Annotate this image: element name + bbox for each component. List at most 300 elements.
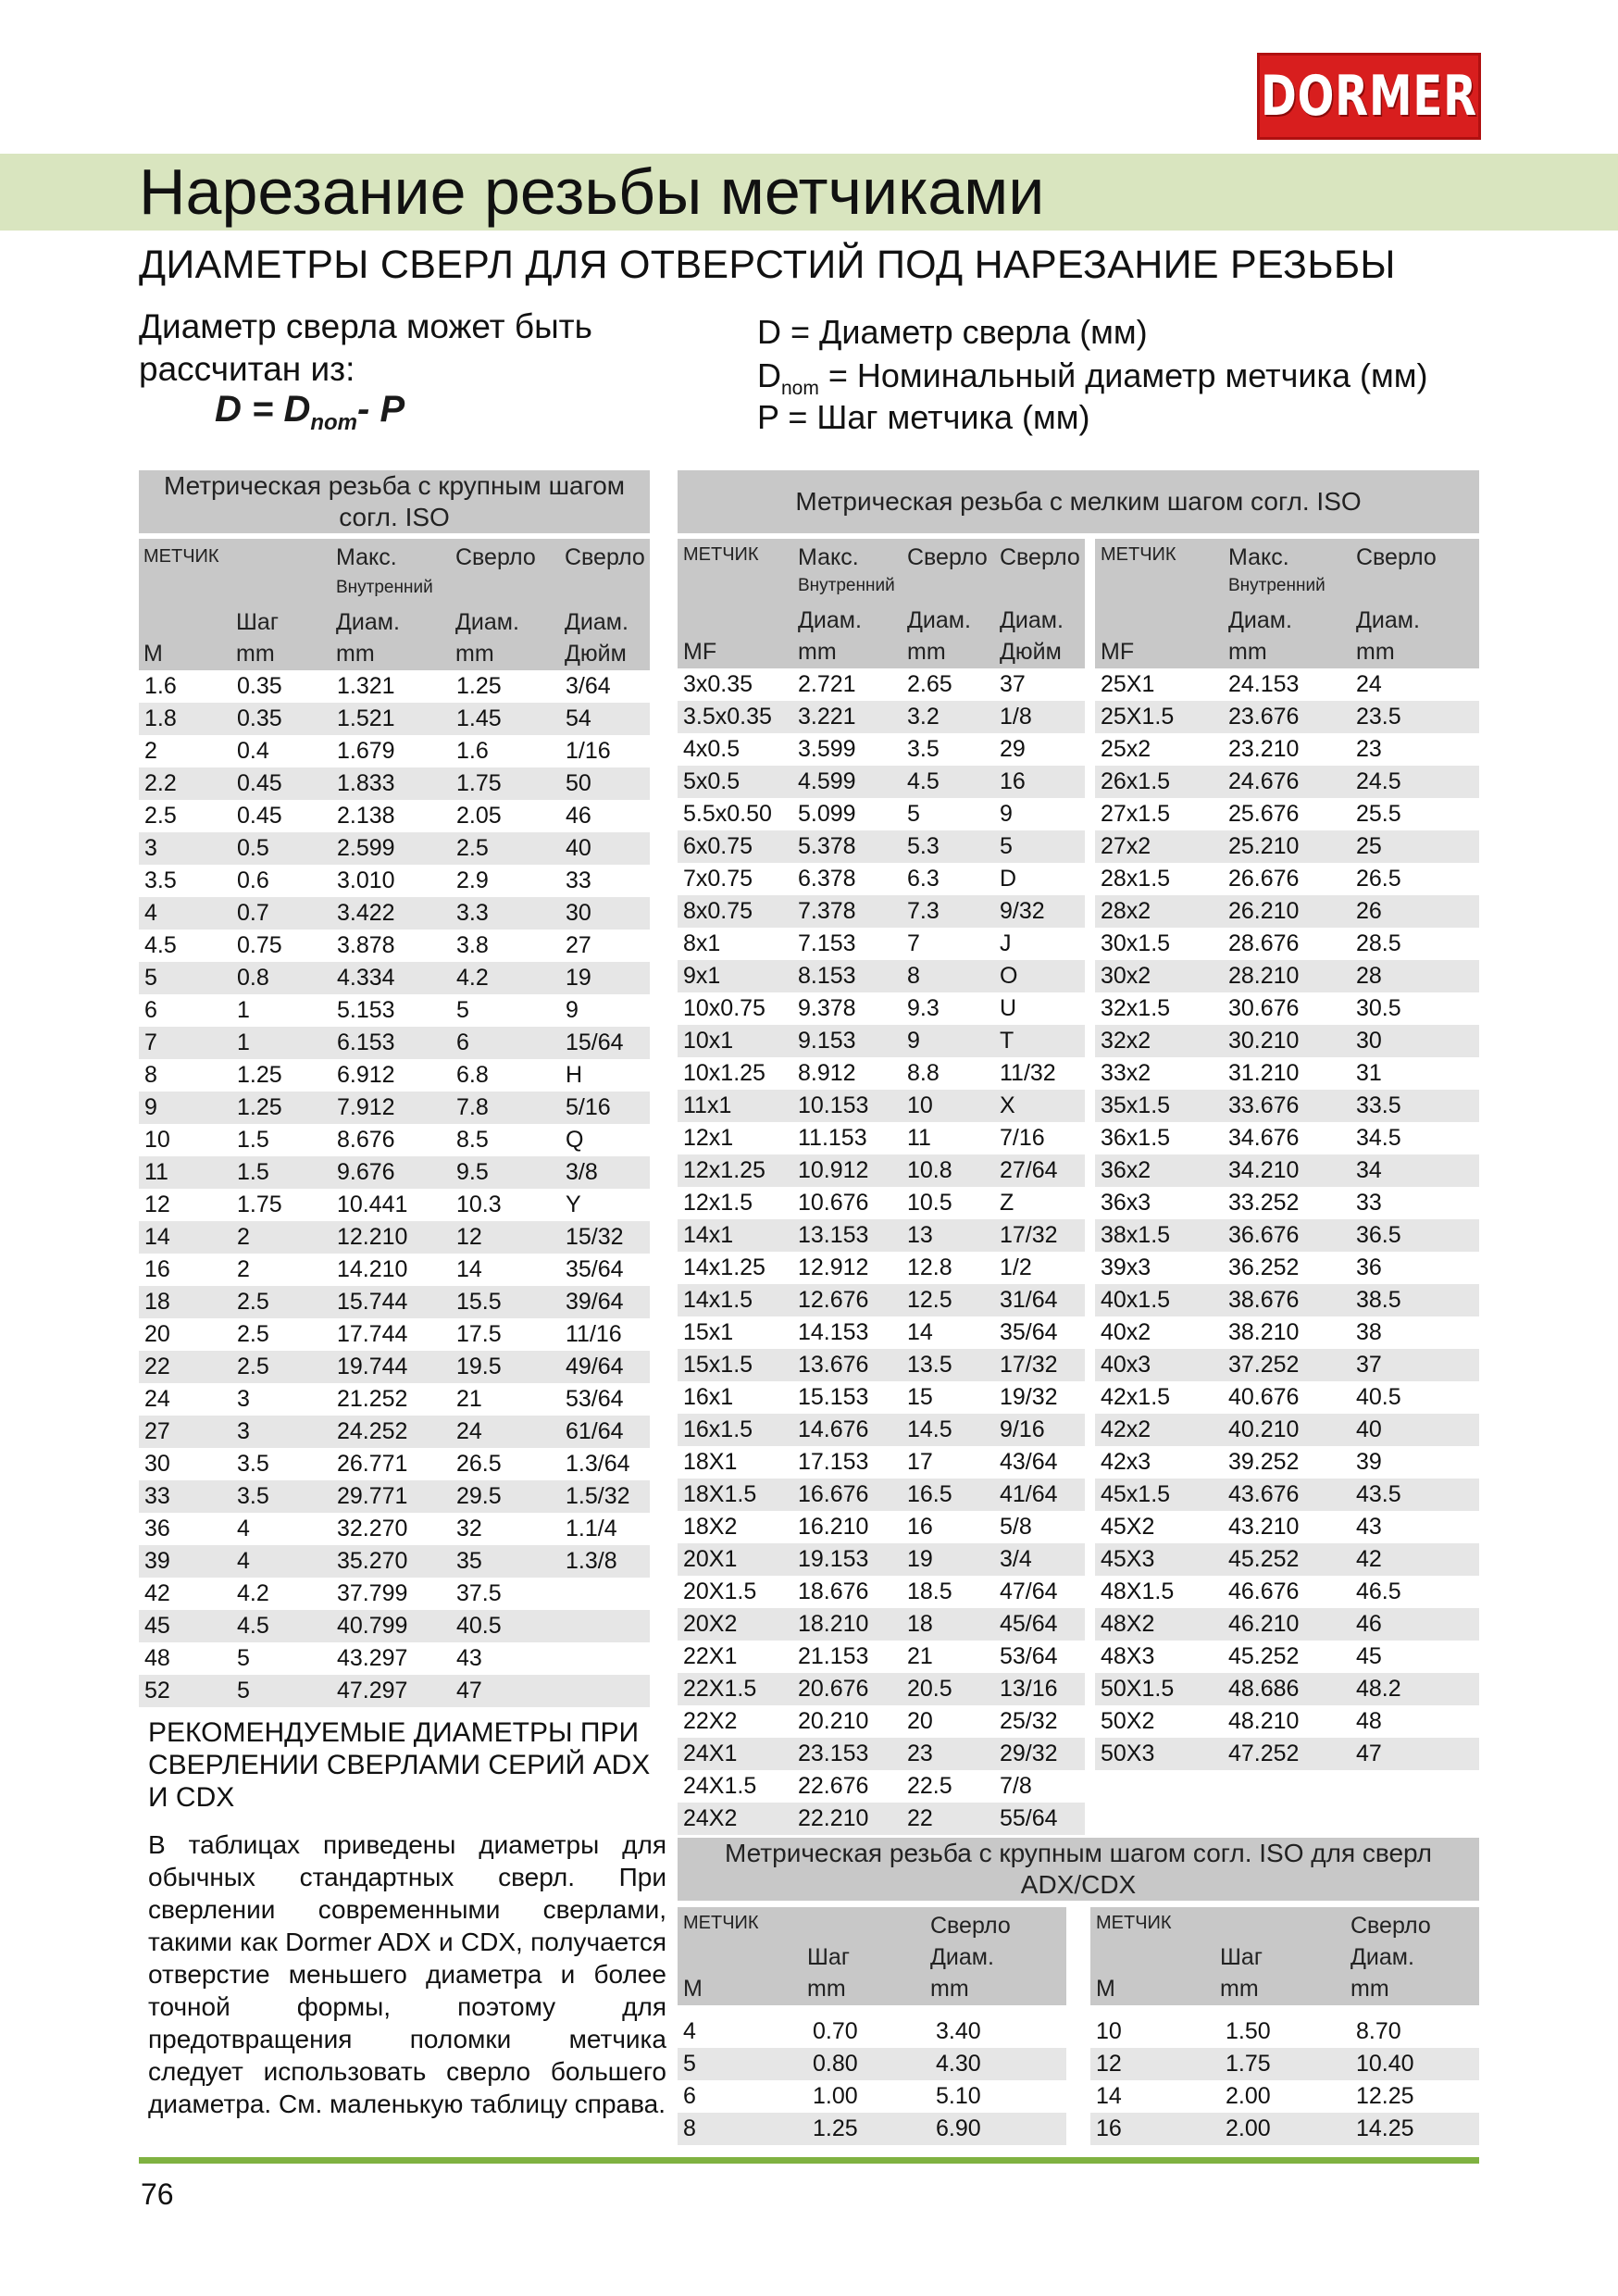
table-cell: 48.210 — [1223, 1705, 1350, 1738]
table-cell: Q — [560, 1124, 650, 1156]
table-cell: 14.676 — [792, 1414, 902, 1446]
table-cell: 11x1 — [678, 1090, 792, 1122]
table-row — [139, 1480, 650, 1513]
table-cell: 6.90 — [930, 2113, 1066, 2145]
table-row — [678, 1641, 1085, 1673]
table-row — [678, 1284, 1085, 1316]
table-cell: 12.8 — [902, 1252, 994, 1284]
table-row — [1095, 1738, 1479, 1770]
table-cell: 31 — [1350, 1057, 1479, 1090]
table-row — [139, 1448, 650, 1480]
adx-table-a-header — [678, 1907, 1066, 2005]
table-cell: 22 — [139, 1351, 231, 1383]
table-cell: 3 — [231, 1416, 331, 1448]
fine-table-b-header — [1095, 539, 1479, 672]
table-cell: 40x2 — [1095, 1316, 1223, 1349]
table-cell: 26 — [1350, 895, 1479, 928]
table-row — [139, 1027, 650, 1059]
table-cell: 15x1.5 — [678, 1349, 792, 1381]
table-row — [139, 1254, 650, 1286]
table-row — [139, 1189, 650, 1221]
fine-a-h-diam-3: Диам. — [1000, 607, 1064, 633]
table-cell: 40.5 — [1350, 1381, 1479, 1414]
table-row — [678, 733, 1085, 766]
adx-a-h-mm-2: mm — [930, 1976, 969, 2002]
table-cell: 19 — [560, 962, 650, 994]
table-cell: 1.1/4 — [560, 1513, 650, 1545]
table-cell: 4.30 — [930, 2048, 1066, 2080]
table-cell: 17/32 — [994, 1219, 1085, 1252]
table-cell: 17.5 — [451, 1318, 560, 1351]
table-cell: 28x1.5 — [1095, 863, 1223, 895]
table-cell: 54 — [560, 703, 650, 735]
table-cell: 4x0.5 — [678, 733, 792, 766]
table-cell: 3.599 — [792, 733, 902, 766]
table-cell: 5.378 — [792, 830, 902, 863]
table-cell: 3.221 — [792, 701, 902, 733]
table-cell: 18.5 — [902, 1576, 994, 1608]
table-cell: 4.5 — [139, 930, 231, 962]
adx-b-h-sverlo: Сверло — [1350, 1913, 1431, 1939]
table-cell: 14 — [902, 1316, 994, 1349]
coarse-h-vnutr: Внутренний — [336, 578, 433, 597]
table-cell: 31.210 — [1223, 1057, 1350, 1090]
intro-line-2: рассчитан из: — [139, 350, 355, 388]
fine-a-h-vnutr: Внутренний — [798, 576, 895, 595]
table-cell: 2 — [231, 1254, 331, 1286]
table-row — [139, 1124, 650, 1156]
table-cell: 2.599 — [331, 832, 451, 865]
footer-rule — [139, 2157, 1479, 2164]
table-cell: 28 — [1350, 960, 1479, 992]
table-cell: 3.878 — [331, 930, 451, 962]
table-cell: 15/32 — [560, 1221, 650, 1254]
coarse-h-mm-3: mm — [455, 641, 494, 667]
table-cell: 14 — [451, 1254, 560, 1286]
adx-table-caption — [678, 1838, 1479, 1901]
table-cell: 45X2 — [1095, 1511, 1223, 1543]
coarse-table-header — [139, 539, 650, 672]
table-cell: 35/64 — [994, 1316, 1085, 1349]
table-cell: 23 — [902, 1738, 994, 1770]
coarse-caption-text: Метрическая резьба с крупным шагом согл. ISO — [163, 471, 626, 531]
table-cell: 8 — [678, 2113, 807, 2145]
table-cell: 12.25 — [1350, 2080, 1479, 2113]
fine-b-h-diam-2: Диам. — [1356, 607, 1420, 633]
table-cell: 34.5 — [1350, 1122, 1479, 1154]
formula-part-b: - P — [357, 389, 405, 430]
table-cell: 34 — [1350, 1154, 1479, 1187]
table-row — [678, 1381, 1085, 1414]
table-cell: 14 — [139, 1221, 231, 1254]
fine-a-h-mm-2: mm — [907, 639, 946, 665]
table-cell: 3.8 — [451, 930, 560, 962]
table-cell: 1.321 — [331, 670, 451, 703]
table-cell: 11 — [902, 1122, 994, 1154]
recommend-title: РЕКОМЕНДУЕМЫЕ ДИАМЕТРЫ ПРИ СВЕРЛЕНИИ СВЕРЛАМИ СЕРИЙ ADX И CDX — [148, 1717, 651, 1813]
table-cell: 2.9 — [451, 865, 560, 897]
table-cell: 7.378 — [792, 895, 902, 928]
table-row — [678, 1446, 1085, 1479]
table-cell: 9.153 — [792, 1025, 902, 1057]
adx-table-a — [678, 2015, 1066, 2145]
fine-a-h-maks: Макс. — [798, 544, 859, 570]
table-cell: 22.5 — [902, 1770, 994, 1803]
table-cell: 23.210 — [1223, 733, 1350, 766]
table-cell: 15 — [902, 1381, 994, 1414]
table-cell: 19 — [902, 1543, 994, 1576]
table-cell: 2.05 — [451, 800, 560, 832]
table-cell: 22 — [902, 1803, 994, 1835]
table-cell: 3.40 — [930, 2015, 1066, 2048]
adx-b-h-diam: Диам. — [1350, 1944, 1414, 1970]
table-row — [1090, 2048, 1479, 2080]
table-cell: 16 — [902, 1511, 994, 1543]
table-cell: 23.153 — [792, 1738, 902, 1770]
table-row — [678, 1316, 1085, 1349]
table-cell: 0.35 — [231, 703, 331, 735]
table-cell: 13.676 — [792, 1349, 902, 1381]
table-cell: 19.153 — [792, 1543, 902, 1576]
table-cell: 42x1.5 — [1095, 1381, 1223, 1414]
table-row — [678, 992, 1085, 1025]
table-row — [1095, 798, 1479, 830]
table-cell: O — [994, 960, 1085, 992]
table-cell: 21 — [902, 1641, 994, 1673]
coarse-table-caption — [139, 470, 650, 533]
table-row — [678, 1252, 1085, 1284]
table-cell: 21.153 — [792, 1641, 902, 1673]
table-row — [139, 865, 650, 897]
table-cell: 8.153 — [792, 960, 902, 992]
table-cell: 1.5 — [231, 1124, 331, 1156]
table-row — [1095, 928, 1479, 960]
table-cell: 47 — [451, 1675, 560, 1707]
table-cell: 43.210 — [1223, 1511, 1350, 1543]
table-cell: 38.5 — [1350, 1284, 1479, 1316]
table-row — [678, 1543, 1085, 1576]
table-cell: 6.8 — [451, 1059, 560, 1092]
legend-d: D = Диаметр сверла (мм) — [757, 313, 1148, 351]
legend-dnom — [757, 356, 1428, 400]
fine-b-h-sverlo: Сверло — [1356, 544, 1437, 570]
adx-a-h-metchik: МЕТЧИК — [683, 1913, 759, 1933]
table-cell: 5 — [678, 2048, 807, 2080]
table-cell: 45x1.5 — [1095, 1479, 1223, 1511]
fine-b-h-diam-1: Диам. — [1228, 607, 1292, 633]
page-number: 76 — [141, 2177, 174, 2211]
table-row — [139, 832, 650, 865]
table-cell: 2.00 — [1220, 2113, 1350, 2145]
table-cell: 10 — [139, 1124, 231, 1156]
page-subtitle: ДИАМЕТРЫ СВЕРЛ ДЛЯ ОТВЕРСТИЙ ПОД НАРЕЗАНИЕ РЕЗЬБЫ — [139, 243, 1396, 287]
table-cell: 2.00 — [1220, 2080, 1350, 2113]
table-cell: 10 — [902, 1090, 994, 1122]
table-cell: 40 — [560, 832, 650, 865]
coarse-h-sverlo-1: Сверло — [455, 544, 536, 570]
table-cell: 46.210 — [1223, 1608, 1350, 1641]
table-cell: 10.5 — [902, 1187, 994, 1219]
table-cell: 38.210 — [1223, 1316, 1350, 1349]
table-cell: 27x1.5 — [1095, 798, 1223, 830]
table-cell: 8x1 — [678, 928, 792, 960]
table-cell: 1.50 — [1220, 2015, 1350, 2048]
table-cell: 20X1.5 — [678, 1576, 792, 1608]
table-cell: 0.35 — [231, 670, 331, 703]
table-cell: 12.912 — [792, 1252, 902, 1284]
table-row — [678, 1122, 1085, 1154]
table-cell: 17 — [902, 1446, 994, 1479]
table-cell: 15.5 — [451, 1286, 560, 1318]
table-cell: 14x1 — [678, 1219, 792, 1252]
adx-a-h-diam: Диам. — [930, 1944, 994, 1970]
table-cell: 24.5 — [1350, 766, 1479, 798]
fine-a-h-sverlo-1: Сверло — [907, 544, 988, 570]
table-cell: 3.5 — [902, 733, 994, 766]
table-cell: 40 — [1350, 1414, 1479, 1446]
table-cell: 4.2 — [451, 962, 560, 994]
table-cell: 1.5 — [231, 1156, 331, 1189]
table-cell: 2.65 — [902, 668, 994, 701]
table-cell: 3.2 — [902, 701, 994, 733]
table-cell: 34.210 — [1223, 1154, 1350, 1187]
table-row — [678, 766, 1085, 798]
table-row — [1095, 1381, 1479, 1414]
table-cell: 0.5 — [231, 832, 331, 865]
table-cell: 6.3 — [902, 863, 994, 895]
table-cell — [560, 1578, 650, 1610]
table-cell — [560, 1642, 650, 1675]
table-cell: 24.676 — [1223, 766, 1350, 798]
table-cell: 28.5 — [1350, 928, 1479, 960]
fine-b-h-vnutr: Внутренний — [1228, 576, 1326, 595]
fine-pitch-table-a — [678, 668, 1085, 1835]
table-cell: 4.5 — [902, 766, 994, 798]
table-row — [1095, 1219, 1479, 1252]
table-cell: 13 — [902, 1219, 994, 1252]
table-cell: 10x1.25 — [678, 1057, 792, 1090]
table-cell: 52 — [139, 1675, 231, 1707]
table-cell: 3/64 — [560, 670, 650, 703]
table-cell: 40.5 — [451, 1610, 560, 1642]
table-row — [678, 1057, 1085, 1090]
table-cell: 10.441 — [331, 1189, 451, 1221]
table-cell: 4.5 — [231, 1610, 331, 1642]
table-cell: 10x1 — [678, 1025, 792, 1057]
table-cell: 46.5 — [1350, 1576, 1479, 1608]
table-row — [678, 928, 1085, 960]
coarse-h-diam-1: Диам. — [336, 609, 400, 635]
table-cell: 8x0.75 — [678, 895, 792, 928]
table-cell: 28.210 — [1223, 960, 1350, 992]
table-row — [678, 798, 1085, 830]
table-cell: 43 — [1350, 1511, 1479, 1543]
table-cell: 5 — [902, 798, 994, 830]
table-cell: 9x1 — [678, 960, 792, 992]
table-cell: 1.25 — [807, 2113, 930, 2145]
table-cell: 48 — [1350, 1705, 1479, 1738]
table-cell: 18.676 — [792, 1576, 902, 1608]
table-cell: 33 — [139, 1480, 231, 1513]
table-cell: 36x3 — [1095, 1187, 1223, 1219]
table-row — [678, 1738, 1085, 1770]
table-cell: 26.771 — [331, 1448, 451, 1480]
table-cell: 22.210 — [792, 1803, 902, 1835]
table-cell: 10.8 — [902, 1154, 994, 1187]
table-row — [1095, 1576, 1479, 1608]
table-cell: 27x2 — [1095, 830, 1223, 863]
table-cell: 6 — [678, 2080, 807, 2113]
legend-p: P = Шаг метчика (мм) — [757, 398, 1090, 436]
table-cell: 2.5 — [231, 1318, 331, 1351]
table-row — [139, 1318, 650, 1351]
table-row — [1095, 701, 1479, 733]
table-cell: 8.70 — [1350, 2015, 1479, 2048]
table-cell: 40x3 — [1095, 1349, 1223, 1381]
table-row — [1095, 668, 1479, 701]
table-cell: 7/8 — [994, 1770, 1085, 1803]
table-cell: 38 — [1350, 1316, 1479, 1349]
table-cell: 1 — [231, 994, 331, 1027]
adx-table-b — [1090, 2015, 1479, 2145]
table-cell: 4.2 — [231, 1578, 331, 1610]
table-row — [678, 1090, 1085, 1122]
table-cell: 10.912 — [792, 1154, 902, 1187]
fine-b-h-mm-2: mm — [1356, 639, 1395, 665]
logo-text: DORMER — [1261, 64, 1477, 129]
table-cell: 36.676 — [1223, 1219, 1350, 1252]
coarse-h-metchik: МЕТЧИК — [143, 546, 219, 567]
table-cell: 9.5 — [451, 1156, 560, 1189]
table-cell: 12x1 — [678, 1122, 792, 1154]
table-cell: 25x2 — [1095, 733, 1223, 766]
table-cell: 1.75 — [1220, 2048, 1350, 2080]
table-cell: 45 — [1350, 1641, 1479, 1673]
table-row — [678, 863, 1085, 895]
table-cell: 15.744 — [331, 1286, 451, 1318]
table-row — [1095, 1414, 1479, 1446]
table-cell: 4 — [231, 1513, 331, 1545]
table-cell: 43/64 — [994, 1446, 1085, 1479]
table-cell: 11.153 — [792, 1122, 902, 1154]
table-cell: 5.5x0.50 — [678, 798, 792, 830]
table-cell: 20X2 — [678, 1608, 792, 1641]
table-cell: 24 — [451, 1416, 560, 1448]
table-cell: 30.210 — [1223, 1025, 1350, 1057]
table-cell: 11/32 — [994, 1057, 1085, 1090]
table-cell: 10 — [1090, 2015, 1220, 2048]
table-cell: 3.5 — [139, 865, 231, 897]
table-cell: 5 — [231, 1675, 331, 1707]
table-row — [1090, 2113, 1479, 2145]
legend-dnom-a: D — [757, 356, 781, 394]
table-row — [139, 735, 650, 767]
table-cell: 12x1.5 — [678, 1187, 792, 1219]
table-cell: 1.6 — [451, 735, 560, 767]
table-row — [1095, 1090, 1479, 1122]
table-cell: 0.70 — [807, 2015, 930, 2048]
table-cell: 0.8 — [231, 962, 331, 994]
table-cell: 17/32 — [994, 1349, 1085, 1381]
table-cell: 12 — [1090, 2048, 1220, 2080]
table-row — [678, 830, 1085, 863]
table-cell: 45.252 — [1223, 1641, 1350, 1673]
table-row — [139, 800, 650, 832]
table-row — [678, 2113, 1066, 2145]
table-cell: 14x1.5 — [678, 1284, 792, 1316]
table-row — [1095, 1608, 1479, 1641]
table-cell: 19.5 — [451, 1351, 560, 1383]
table-cell: 0.6 — [231, 865, 331, 897]
dormer-logo — [1257, 53, 1481, 140]
table-cell: 16.5 — [902, 1479, 994, 1511]
table-row — [678, 1705, 1085, 1738]
table-cell: 5x0.5 — [678, 766, 792, 798]
table-cell: 9 — [139, 1092, 231, 1124]
table-cell: 16 — [994, 766, 1085, 798]
table-cell: 20X1 — [678, 1543, 792, 1576]
table-cell: 39x3 — [1095, 1252, 1223, 1284]
table-row — [1095, 960, 1479, 992]
table-cell: 26.676 — [1223, 863, 1350, 895]
table-cell: 23 — [1350, 733, 1479, 766]
table-cell: 12.210 — [331, 1221, 451, 1254]
table-cell: 33.252 — [1223, 1187, 1350, 1219]
table-cell: Z — [994, 1187, 1085, 1219]
table-cell: 1.75 — [231, 1189, 331, 1221]
fine-a-h-mf: MF — [683, 639, 717, 665]
table-row — [1090, 2080, 1479, 2113]
fine-table-caption — [678, 470, 1479, 533]
legend-dnom-b: = Номинальный диаметр метчика (мм) — [818, 356, 1428, 394]
formula-subscript: nom — [310, 410, 358, 435]
table-row — [139, 670, 650, 703]
table-cell: 23.5 — [1350, 701, 1479, 733]
table-cell: 1/2 — [994, 1252, 1085, 1284]
table-cell: 22.676 — [792, 1770, 902, 1803]
table-cell: 6x0.75 — [678, 830, 792, 863]
table-cell: 0.4 — [231, 735, 331, 767]
table-row — [139, 1642, 650, 1675]
table-cell: 14.25 — [1350, 2113, 1479, 2145]
table-cell: 1.00 — [807, 2080, 930, 2113]
table-cell: 16 — [139, 1254, 231, 1286]
table-cell: 15x1 — [678, 1316, 792, 1349]
table-row — [1095, 1025, 1479, 1057]
table-cell: 18X2 — [678, 1511, 792, 1543]
table-cell: U — [994, 992, 1085, 1025]
table-cell: 22X1.5 — [678, 1673, 792, 1705]
table-cell: 11 — [139, 1156, 231, 1189]
table-row — [678, 2015, 1066, 2048]
table-cell: 27 — [560, 930, 650, 962]
table-cell: 25.676 — [1223, 798, 1350, 830]
table-cell: 7.912 — [331, 1092, 451, 1124]
table-cell: 1.833 — [331, 767, 451, 800]
table-cell: 30 — [1350, 1025, 1479, 1057]
table-cell: 28x2 — [1095, 895, 1223, 928]
table-row — [139, 1156, 650, 1189]
table-cell: 32x2 — [1095, 1025, 1223, 1057]
table-cell: 6.153 — [331, 1027, 451, 1059]
table-row — [678, 1479, 1085, 1511]
table-cell: 1.25 — [231, 1092, 331, 1124]
table-cell: 48 — [139, 1642, 231, 1675]
adx-caption-text: Метрическая резьба с крупным шагом согл. ISO для сверл ADX/CDX — [725, 1839, 1432, 1899]
table-cell: 1.25 — [231, 1059, 331, 1092]
coarse-pitch-table — [139, 670, 650, 1707]
table-cell: 25/32 — [994, 1705, 1085, 1738]
